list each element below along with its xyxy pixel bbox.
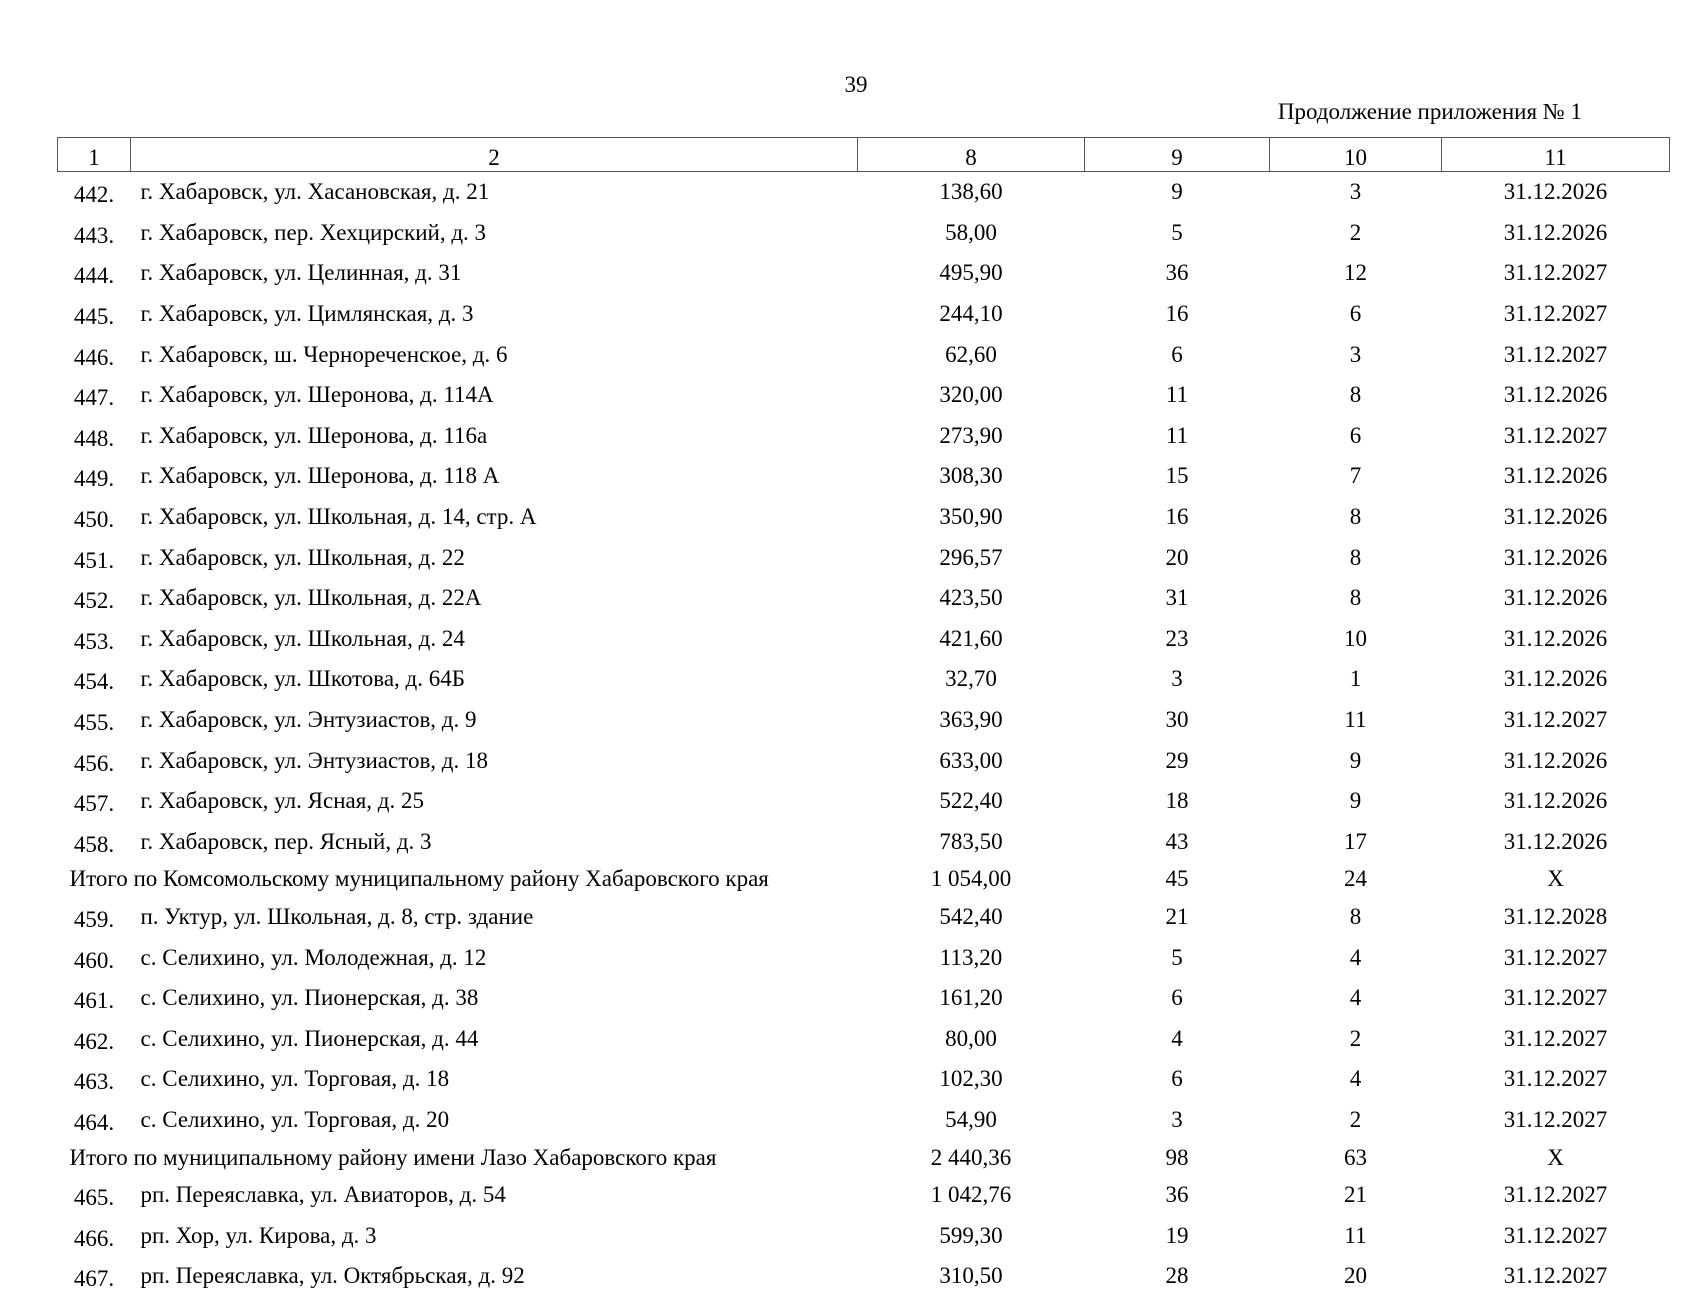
value-col-10: 21	[1344, 1182, 1367, 1208]
address: г. Хабаровск, ул. Школьная, д. 22	[140, 544, 465, 570]
value-col-11: 31.12.2026	[1503, 463, 1608, 489]
value-col-8: 102,30	[939, 1066, 1003, 1092]
value-col-9: 36	[1165, 260, 1189, 286]
value-col-11: 31.12.2026	[1503, 788, 1608, 814]
value-col-9: 21	[1165, 903, 1189, 929]
value-col-10: 8	[1349, 585, 1362, 611]
value-col-10: 8	[1349, 504, 1362, 530]
address: г. Хабаровск, ул. Школьная, д. 22А	[140, 585, 482, 611]
value-col-11: 31.12.2026	[1503, 179, 1608, 205]
table-row	[58, 456, 1670, 497]
table-row	[58, 497, 1670, 538]
page-number: 39	[844, 72, 868, 97]
address: с. Селихино, ул. Молодежная, д. 12	[140, 944, 487, 970]
value-col-8: 80,00	[945, 1025, 997, 1051]
subtotal-row	[58, 1140, 1670, 1175]
row-number: 463.	[73, 1069, 115, 1095]
value-col-8: 58,00	[945, 219, 997, 245]
row-number: 445.	[73, 304, 115, 330]
value-col-8: 54,90	[945, 1106, 997, 1132]
header-col-8: 8	[858, 138, 1085, 172]
value-col-10: 1	[1349, 666, 1362, 692]
total-label: Итого по муниципальному району имени Лазо Хабаровского края	[69, 1144, 717, 1170]
address: с. Селихино, ул. Торговая, д. 18	[140, 1066, 450, 1092]
table-row	[58, 294, 1670, 335]
row-number: 460.	[73, 947, 115, 973]
value-col-8: 423,50	[939, 585, 1003, 611]
value-col-10: 4	[1349, 1066, 1362, 1092]
value-col-10: 9	[1349, 788, 1362, 814]
table-header	[58, 138, 1670, 172]
address: г. Хабаровск, ул. Ясная, д. 25	[140, 788, 424, 814]
value-col-11: 31.12.2027	[1503, 1106, 1608, 1132]
row-number: 456.	[73, 750, 115, 776]
table-row	[58, 700, 1670, 741]
value-col-10: 11	[1344, 1222, 1367, 1248]
value-col-10: 8	[1349, 544, 1362, 570]
value-col-11: 31.12.2026	[1503, 747, 1608, 773]
table-row	[58, 1175, 1670, 1216]
row-number: 464.	[73, 1109, 115, 1135]
address: с. Селихино, ул. Пионерская, д. 44	[140, 1025, 479, 1051]
value-col-8: 310,50	[939, 1263, 1003, 1289]
value-col-8: 522,40	[939, 788, 1003, 814]
value-col-9: 20	[1165, 544, 1189, 570]
row-number: 447.	[73, 385, 115, 411]
address: г. Хабаровск, ул. Шкотова, д. 64Б	[140, 666, 465, 692]
header-row	[58, 138, 1670, 172]
value-col-9: 6	[1171, 1066, 1183, 1092]
value-col-9: 5	[1171, 944, 1183, 970]
value-col-9: 3	[1171, 666, 1183, 692]
value-col-10: 10	[1344, 625, 1367, 651]
value-col-8: 113,20	[939, 944, 1003, 970]
value-col-10: 2	[1349, 1025, 1362, 1051]
value-col-10: 8	[1349, 903, 1362, 929]
value-col-9: 30	[1165, 707, 1189, 733]
table-row	[58, 375, 1670, 416]
value-col-9: 11	[1165, 422, 1189, 448]
table-row	[58, 1215, 1670, 1256]
table-row	[58, 822, 1670, 863]
value-col-8: 599,30	[939, 1222, 1003, 1248]
row-number: 466.	[73, 1225, 115, 1251]
header-col-1: 1	[58, 138, 131, 172]
row-number: 451.	[73, 547, 115, 573]
table-row	[58, 937, 1670, 978]
value-col-8: 138,60	[939, 179, 1003, 205]
address: г. Хабаровск, ул. Хасановская, д. 21	[140, 179, 490, 205]
address: г. Хабаровск, ул. Цимлянская, д. 3	[140, 301, 474, 327]
value-col-9: 4	[1171, 1025, 1183, 1051]
value-col-10: 4	[1349, 944, 1362, 970]
table-row	[58, 978, 1670, 1019]
value-col-10: 17	[1344, 828, 1367, 854]
address: г. Хабаровск, ул. Школьная, д. 14, стр. А	[140, 504, 537, 530]
value-col-11: 31.12.2027	[1503, 1263, 1608, 1289]
value-col-11: 31.12.2027	[1503, 1222, 1608, 1248]
value-col-8: 633,00	[939, 747, 1003, 773]
row-number: 444.	[73, 263, 115, 289]
value-col-10: 2	[1349, 219, 1362, 245]
value-col-9: 31	[1165, 585, 1189, 611]
address: г. Хабаровск, ул. Целинная, д. 31	[140, 260, 462, 286]
value-col-10: 9	[1349, 747, 1362, 773]
total-col-8: 1 054,00	[930, 866, 1012, 892]
row-number: 458.	[73, 831, 115, 857]
value-col-8: 363,90	[939, 707, 1003, 733]
header-col-2: 2	[131, 138, 858, 172]
value-col-9: 29	[1165, 747, 1189, 773]
value-col-8: 320,00	[939, 382, 1003, 408]
value-col-9: 18	[1165, 788, 1189, 814]
row-number: 450.	[73, 507, 115, 533]
value-col-9: 43	[1165, 828, 1189, 854]
total-col-11: Х	[1547, 866, 1564, 892]
value-col-8: 296,57	[939, 544, 1003, 570]
value-col-9: 28	[1165, 1263, 1189, 1289]
value-col-9: 19	[1165, 1222, 1189, 1248]
row-number: 462.	[73, 1028, 115, 1054]
value-col-9: 16	[1165, 504, 1189, 530]
row-number: 465.	[73, 1185, 115, 1211]
address: рп. Хор, ул. Кирова, д. 3	[140, 1222, 377, 1248]
value-col-8: 273,90	[939, 422, 1003, 448]
value-col-10: 11	[1344, 707, 1367, 733]
value-col-10: 6	[1349, 301, 1362, 327]
value-col-8: 421,60	[939, 625, 1003, 651]
address: г. Хабаровск, ул. Школьная, д. 24	[140, 625, 465, 651]
value-col-11: 31.12.2027	[1503, 944, 1608, 970]
value-col-10: 3	[1349, 179, 1362, 205]
value-col-11: 31.12.2026	[1503, 382, 1608, 408]
row-number: 461.	[73, 988, 115, 1014]
value-col-10: 4	[1349, 985, 1362, 1011]
value-col-8: 308,30	[939, 463, 1003, 489]
table-row	[58, 416, 1670, 457]
total-col-9: 98	[1165, 1144, 1189, 1170]
row-number: 443.	[73, 222, 115, 248]
address: г. Хабаровск, пер. Хехцирский, д. 3	[140, 219, 487, 245]
total-label: Итого по Комсомольскому муниципальному району Хабаровского края	[69, 866, 769, 892]
value-col-11: 31.12.2026	[1503, 219, 1608, 245]
value-col-8: 1 042,76	[930, 1182, 1012, 1208]
value-col-8: 161,20	[939, 985, 1003, 1011]
table-row	[58, 1059, 1670, 1100]
row-number: 446.	[73, 344, 115, 370]
address: с. Селихино, ул. Пионерская, д. 38	[140, 985, 479, 1011]
value-col-11: 31.12.2027	[1503, 707, 1608, 733]
table-row	[58, 897, 1670, 938]
value-col-10: 8	[1349, 382, 1362, 408]
value-col-11: 31.12.2026	[1503, 544, 1608, 570]
address: рп. Переяславка, ул. Октябрьская, д. 92	[140, 1263, 525, 1289]
value-col-9: 23	[1165, 625, 1189, 651]
value-col-9: 5	[1171, 219, 1183, 245]
table-row	[58, 740, 1670, 781]
value-col-11: 31.12.2026	[1503, 625, 1608, 651]
value-col-11: 31.12.2027	[1503, 1066, 1608, 1092]
value-col-8: 32,70	[945, 666, 997, 692]
total-col-9: 45	[1165, 866, 1189, 892]
address: г. Хабаровск, ул. Шеронова, д. 118 А	[140, 463, 500, 489]
header-col-10: 10	[1270, 138, 1442, 172]
value-col-10: 6	[1349, 422, 1362, 448]
table-row	[58, 781, 1670, 822]
table-row	[58, 334, 1670, 375]
address: г. Хабаровск, ул. Энтузиастов, д. 18	[140, 747, 489, 773]
row-number: 454.	[73, 669, 115, 695]
value-col-11: 31.12.2027	[1503, 422, 1608, 448]
value-col-10: 12	[1344, 260, 1367, 286]
address: г. Хабаровск, ул. Шеронова, д. 114А	[140, 382, 494, 408]
value-col-11: 31.12.2027	[1503, 341, 1608, 367]
address: рп. Переяславка, ул. Авиаторов, д. 54	[140, 1182, 506, 1208]
table-row	[58, 1256, 1670, 1297]
value-col-8: 542,40	[939, 903, 1003, 929]
table-row	[58, 172, 1670, 213]
value-col-11: 31.12.2027	[1503, 985, 1608, 1011]
value-col-11: 31.12.2026	[1503, 666, 1608, 692]
table-row	[58, 1018, 1670, 1059]
value-col-8: 495,90	[939, 260, 1003, 286]
value-col-9: 9	[1171, 179, 1183, 205]
row-number: 452.	[73, 588, 115, 614]
address: п. Уктур, ул. Школьная, д. 8, стр. здание	[140, 903, 534, 929]
address: г. Хабаровск, ул. Шеронова, д. 116а	[140, 422, 488, 448]
value-col-11: 31.12.2028	[1503, 903, 1608, 929]
table-row	[58, 213, 1670, 254]
row-number: 455.	[73, 710, 115, 736]
value-col-9: 3	[1171, 1106, 1183, 1132]
value-col-8: 62,60	[945, 341, 997, 367]
row-number: 459.	[73, 906, 115, 932]
row-number: 442.	[73, 182, 115, 208]
row-number: 453.	[73, 628, 115, 654]
table-row	[58, 619, 1670, 660]
table-row	[58, 253, 1670, 294]
total-col-11: Х	[1547, 1144, 1564, 1170]
value-col-11: 31.12.2026	[1503, 828, 1608, 854]
value-col-11: 31.12.2027	[1503, 1182, 1608, 1208]
row-number: 457.	[73, 791, 115, 817]
total-col-10: 63	[1344, 1144, 1367, 1170]
address: с. Селихино, ул. Торговая, д. 20	[140, 1106, 450, 1132]
row-number: 467.	[73, 1266, 115, 1292]
total-col-8: 2 440,36	[930, 1144, 1012, 1170]
table-row	[58, 537, 1670, 578]
value-col-9: 36	[1165, 1182, 1189, 1208]
objects-table	[57, 137, 1670, 1297]
value-col-11: 31.12.2027	[1503, 260, 1608, 286]
row-number: 449.	[73, 466, 115, 492]
value-col-10: 20	[1344, 1263, 1367, 1289]
value-col-11: 31.12.2026	[1503, 585, 1608, 611]
value-col-10: 7	[1349, 463, 1362, 489]
header-col-9: 9	[1085, 138, 1270, 172]
row-number: 448.	[73, 425, 115, 451]
table-row	[58, 659, 1670, 700]
value-col-9: 6	[1171, 985, 1183, 1011]
total-col-10: 24	[1344, 866, 1367, 892]
table-row	[58, 578, 1670, 619]
appendix-continuation-note: Продолжение приложения № 1	[1277, 99, 1582, 124]
value-col-9: 15	[1165, 463, 1189, 489]
header-col-11: 11	[1442, 138, 1670, 172]
value-col-9: 11	[1165, 382, 1189, 408]
value-col-8: 350,90	[939, 504, 1003, 530]
value-col-11: 31.12.2026	[1503, 504, 1608, 530]
value-col-11: 31.12.2027	[1503, 1025, 1608, 1051]
value-col-8: 244,10	[939, 301, 1003, 327]
value-col-10: 3	[1349, 341, 1362, 367]
table-body	[58, 172, 1670, 1297]
address: г. Хабаровск, ул. Энтузиастов, д. 9	[140, 707, 477, 733]
value-col-9: 6	[1171, 341, 1183, 367]
address: г. Хабаровск, ш. Черноречeнское, д. 6	[140, 341, 508, 367]
value-col-11: 31.12.2027	[1503, 301, 1608, 327]
value-col-9: 16	[1165, 301, 1189, 327]
value-col-8: 783,50	[939, 828, 1003, 854]
table-row	[58, 1100, 1670, 1141]
value-col-10: 2	[1349, 1106, 1362, 1132]
address: г. Хабаровск, пер. Ясный, д. 3	[140, 828, 432, 854]
subtotal-row	[58, 862, 1670, 897]
